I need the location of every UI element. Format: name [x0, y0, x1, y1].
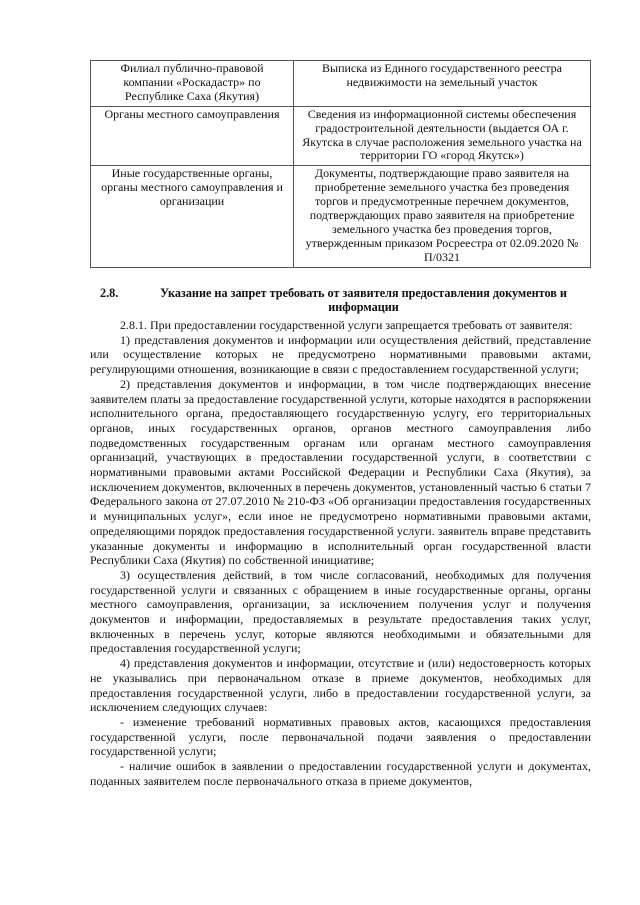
paragraph: 2) представления документов и информации, в том числе подтверждающих внесение заявителем платы за предоставление государственной услуги, которые находятся в распоряжении исполнительного органа, предоставляющего государственную услугу, его территориальных органов, иных государственных органов, органов местного самоуправления либо подведомственных государственным органам или органам местного самоуправления организаций, участвующих в предоставлении государственной услуги, в соответствии с нормативными правовыми актами Российской Федерации и Республики Саха (Якутия), за исключением документов, включенных в перечень документов, установленный частью 6 статьи 7 Федерального закона от 27.07.2010 № 210-ФЗ «Об организации предоставления государственных и муниципальных услуг», если иное не предусмотрено нормативными правовыми актами, определяющими порядок предоставления государственной услуги. заявитель вправе представить указанные документы и информацию в исполнительный орган государственной власти Республики Саха (Якутия) по собственной инициативе; [90, 376, 591, 568]
section-heading [90, 286, 591, 314]
table-cell-document: Сведения из информационной системы обеспечения градостроительной деятельности (выдается ОА г. Якутска в случае расположения земельного участка на территории ГО «город Якутск») [294, 106, 591, 166]
table-row [91, 106, 591, 166]
table-cell-document: Документы, подтверждающие право заявителя на приобретение земельного участка без проведения торгов и предусмотренные перечнем документов, подтверждающих право заявителя на приобретение земельного участка без проведения торгов, утвержденным приказом Росреестра от 02.09.2020 № П/0321 [294, 166, 591, 267]
section-body [90, 318, 591, 789]
paragraph: 4) представления документов и информации, отсутствие и (или) недостоверность которых не указывались при первоначальном отказе в приеме документов, необходимых для предоставления государственной услуги, либо в предоставлении государственной услуги, за исключением следующих случаев: [90, 656, 591, 715]
section-title: Указание на запрет требовать от заявителя предоставления документов и информации [160, 286, 567, 314]
section-number: 2.8. [100, 286, 119, 300]
paragraph: - наличие ошибок в заявлении о предоставлении государственной услуги и документах, поданных заявителем после первоначального отказа в приеме документов, [90, 759, 591, 788]
paragraph: 3) осуществления действий, в том числе согласований, необходимых для получения государственной услуги и связанных с обращением в иные государственные органы, органы местного самоуправления, организации, за исключением получения услуг и получения документов и информации, предоставляемых в результате предоставления таких услуг, включенных в перечень услуг, которые являются необходимыми и обязательными для предоставления государственной услуги; [90, 567, 591, 656]
table-row [91, 166, 591, 267]
table-cell-organization: Органы местного самоуправления [91, 106, 294, 166]
paragraph: 1) представления документов и информации или осуществления действий, представление или осуществление которых не предусмотрено нормативными правовыми актами, регулирующими отношения, возникающие в связи с предоставлением государственной услуги; [90, 332, 591, 377]
table-cell-organization: Иные государственные органы, органы местного самоуправления и организации [91, 166, 294, 267]
paragraph: - изменение требований нормативных правовых актов, касающихся предоставления государственной услуги, после первоначальной подачи заявления о предоставлении государственной услуги; [90, 714, 591, 759]
table-cell-document: Выписка из Единого государственного реестра недвижимости на земельный участок [294, 61, 591, 107]
table-row [91, 61, 591, 107]
paragraph: 2.8.1. При предоставлении государственной услуги запрещается требовать от заявителя: [120, 318, 573, 332]
agencies-table [90, 60, 591, 268]
table-cell-organization: Филиал публично-правовой компании «Роскадастр» по Республике Саха (Якутия) [91, 61, 294, 107]
